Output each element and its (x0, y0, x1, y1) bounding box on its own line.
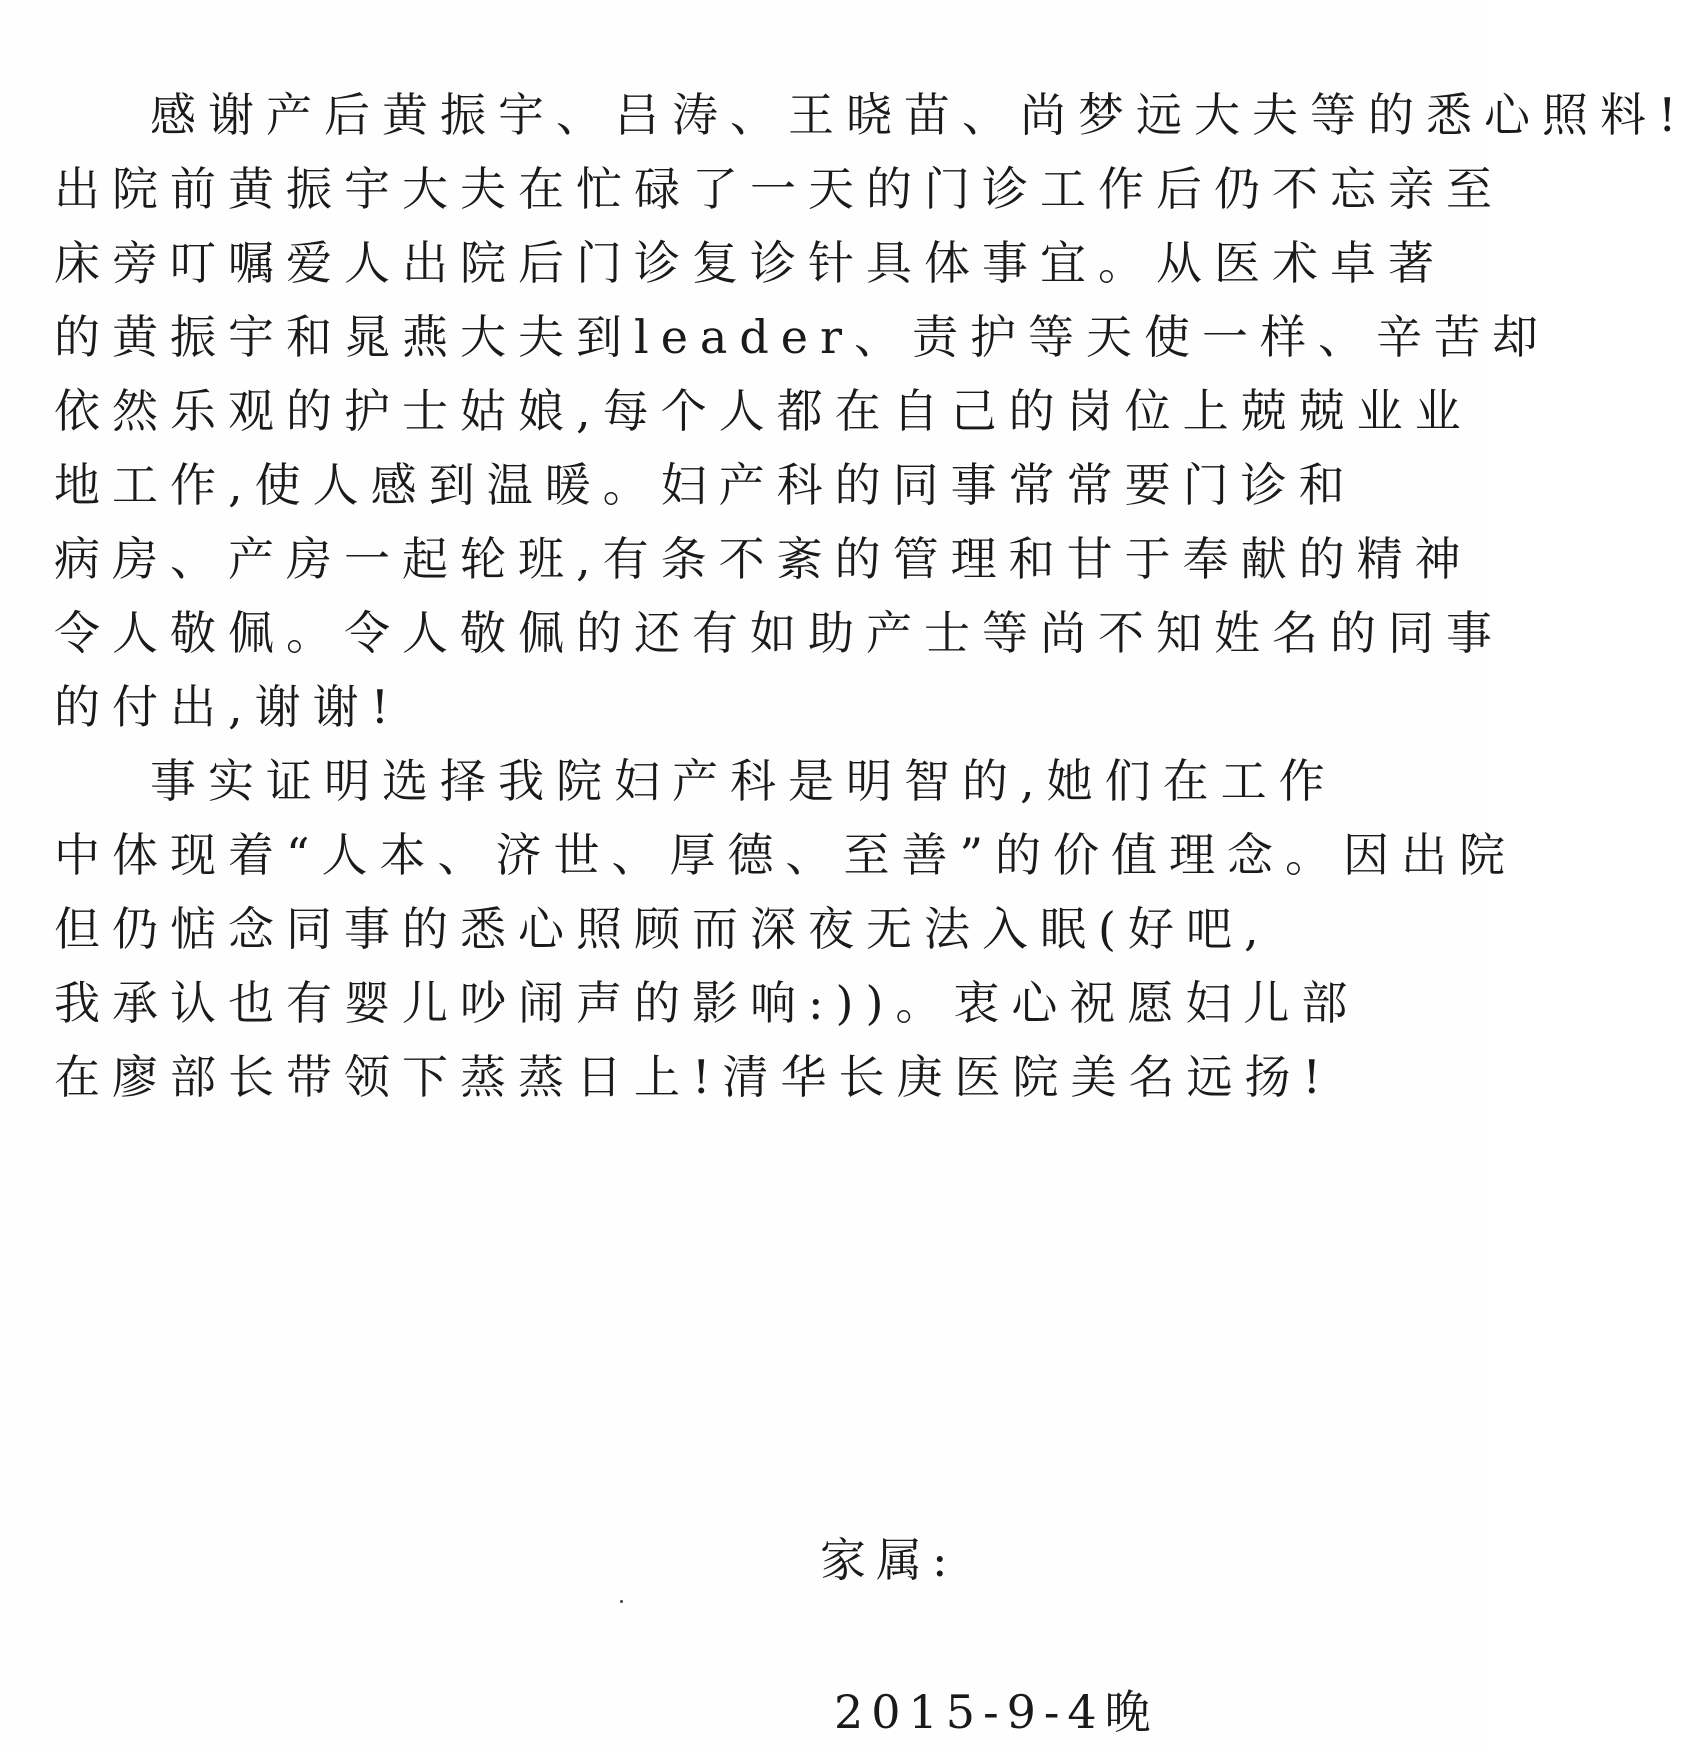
letter-line: 我承认也有婴儿吵闹声的影响:))。衷心祝愿妇儿部 (54, 976, 1360, 1030)
signature-block (820, 1525, 1420, 1747)
letter-line: 在廖部长带领下蒸蒸日上!清华长庚医院美名远扬! (54, 1050, 1333, 1104)
signature-date: 2015-9-4晚 (834, 1685, 1159, 1739)
letter-line: 依然乐观的护士姑娘,每个人都在自己的岗位上兢兢业业 (54, 384, 1473, 438)
letter-line: 病房、产房一起轮班,有条不紊的管理和甘于奉献的精神 (54, 532, 1473, 586)
letter-body (54, 78, 1689, 1114)
letter-line: 但仍惦念同事的悉心照顾而深夜无法入眠(好吧, (54, 902, 1271, 956)
letter-line: 事实证明选择我院妇产科是明智的,她们在工作 (150, 754, 1337, 808)
letter-line: 的付出,谢谢! (54, 680, 402, 734)
letter-line: 床旁叮嘱爱人出院后门诊复诊针具体事宜。从医术卓著 (54, 236, 1446, 290)
letter-line: 感谢产后黄振宇、吕涛、王晓苗、尚梦远大夫等的悉心照料! (150, 88, 1689, 142)
letter-line: 的黄振宇和晁燕大夫到leader、责护等天使一样、辛苦却 (54, 310, 1551, 364)
ink-speck (620, 1600, 623, 1603)
letter-line: 令人敬佩。令人敬佩的还有如助产士等尚不知姓名的同事 (54, 606, 1504, 660)
letter-line: 地工作,使人感到温暖。妇产科的同事常常要门诊和 (54, 458, 1357, 512)
letter-line: 出院前黄振宇大夫在忙碌了一天的门诊工作后仍不忘亲至 (54, 162, 1504, 216)
letter-line: 中体现着“人本、济世、厚德、至善”的价值理念。因出院 (54, 828, 1518, 882)
signature-label: 家属: (820, 1533, 958, 1587)
